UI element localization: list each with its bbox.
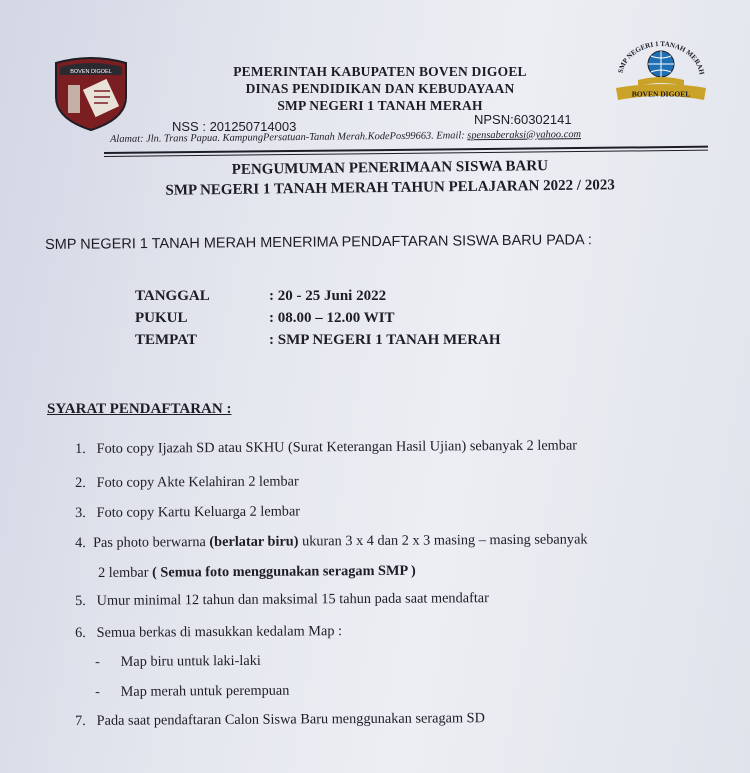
info-label: TANGGAL (135, 287, 210, 304)
item-text: Foto copy Akte Kelahiran 2 lembar (96, 473, 299, 491)
item-text: Pas photo berwarna (92, 534, 210, 551)
item-number: 2. (75, 474, 86, 491)
email-link: spensaberaksi@yahoo.com (467, 129, 582, 142)
item-text: Foto copy Kartu Keluarga 2 lembar (96, 503, 301, 521)
letterhead-line-2: DINAS PENDIDIKAN DAN KEBUDAYAAN (245, 81, 515, 96)
letterhead-line-3: SMP NEGERI 1 TANAH MERAH (277, 98, 483, 113)
info-value: : SMP NEGERI 1 TANAH MERAH (269, 331, 501, 348)
item-text: Umur minimal 12 tahun dan maksimal 15 tahun pada saat mendaftar (96, 590, 489, 609)
letterhead-title (160, 63, 600, 114)
item-number: 6. (75, 624, 86, 641)
requirements-heading: SYARAT PENDAFTARAN : (47, 401, 232, 417)
list-item (75, 503, 300, 522)
item-number: 3. (75, 504, 86, 521)
item-text: Semua berkas di masukkan kedalam Map : (96, 623, 343, 641)
item-text-bold: (berlatar biru) (209, 533, 299, 551)
info-row-date (135, 285, 501, 307)
info-label: PUKUL (135, 309, 188, 326)
item-number: 1. (75, 440, 86, 457)
item-text: 2 lembar (98, 564, 153, 581)
list-item (75, 590, 489, 610)
list-item-continuation (98, 563, 416, 582)
logo-right-ribbon-text: BOVEN DIGOEL (631, 89, 691, 99)
bullet-dash: - (95, 653, 100, 670)
list-item (75, 531, 588, 552)
info-value: : 20 - 25 Juni 2022 (269, 287, 387, 304)
letterhead-line-1: PEMERINTAH KABUPATEN BOVEN DIGOEL (233, 64, 527, 79)
nss-number: NSS : 201250714003 (172, 119, 297, 134)
regency-emblem-logo-icon (608, 38, 714, 106)
item-text: Foto copy Ijazah SD atau SKHU (Surat Keterangan Hasil Ujian) sebanyak 2 lembar (96, 437, 578, 457)
logo-left-text: BOVEN DIGOEL (70, 69, 112, 75)
announcement-title-line-2: SMP NEGERI 1 TANAH MERAH TAHUN PELAJARAN 2022 / 2023 (165, 177, 615, 199)
info-row-place (135, 329, 501, 351)
intro-text: SMP NEGERI 1 TANAH MERAH MENERIMA PENDAFTARAN SISWA BARU PADA : (45, 232, 592, 253)
sub-list-item (95, 653, 261, 671)
list-item (75, 473, 299, 492)
item-number: 5. (75, 592, 86, 609)
announcement-title-line-1: PENGUMUMAN PENERIMAAN SISWA BARU (231, 158, 549, 178)
item-text: Map merah untuk perempuan (120, 682, 290, 700)
bullet-dash: - (95, 683, 100, 700)
list-item (75, 623, 342, 642)
list-item (75, 437, 577, 458)
list-item (75, 710, 485, 730)
item-text: Map biru untuk laki-laki (120, 652, 261, 670)
item-text: ukuran 3 x 4 dan 2 x 3 masing – masing sebanyak (298, 531, 588, 550)
npsn-number: NPSN:60302141 (474, 112, 572, 127)
school-shield-logo-icon (50, 55, 132, 131)
logo-right-arc-text: SMP NEGERI 1 TANAH MERAH (616, 39, 706, 76)
info-label: TEMPAT (135, 331, 197, 348)
info-value: : 08.00 – 12.00 WIT (269, 309, 395, 326)
item-number: 7. (75, 712, 86, 729)
item-number: 4. (75, 534, 86, 551)
sub-list-item (95, 683, 289, 701)
item-text-bold: ( Semua foto menggunakan seragam SMP ) (151, 562, 416, 581)
address-text: Alamat: Jln. Trans Papua. KampungPersatuan-Tanah Merah.KodePos99663. Email: (110, 130, 465, 145)
announcement-title (80, 154, 700, 202)
info-row-time (135, 307, 501, 329)
item-text: Pada saat pendaftaran Calon Siswa Baru menggunakan seragam SD (96, 710, 485, 729)
schedule-info (135, 285, 501, 351)
